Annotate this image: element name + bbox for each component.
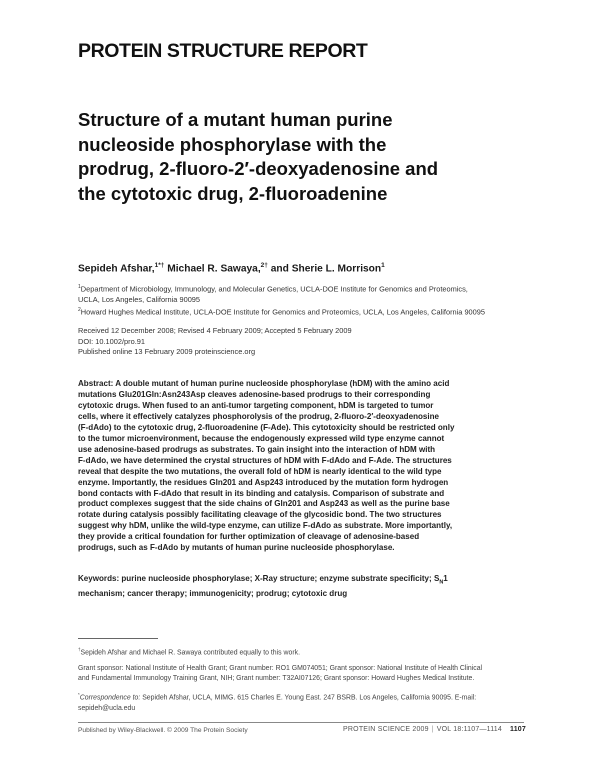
page-number: 1107: [510, 726, 526, 733]
affiliation-marker: 1: [78, 284, 81, 290]
publisher-credit: Published by Wiley-Blackwell. © 2009 The Protein Society: [78, 727, 248, 734]
abstract-line: prodrugs, such as F-dAdo by mutants of human purine nucleoside phosphorylase.: [78, 543, 395, 553]
footnote-text: Grant sponsor: National Institute of Health Grant; Grant number: RO1 GM074051; Grant sponsor: National Institute of Health Clinical: [78, 664, 483, 672]
abstract-line: mutations Glu201Gln:Asn243Asp cleaves adenosine-based prodrugs to their corresponding: [78, 389, 431, 399]
footnote-text: and Fundamental Immunology Training Grant, NIH; Grant number: T32AI07126; Grant sponsor: Howard Hughes Medical Institute.: [78, 675, 475, 683]
title-line: prodrug, 2-fluoro-2′-deoxyadenosine and: [78, 158, 439, 179]
author-affiliation-marker: 1: [381, 262, 385, 269]
publication-history: [78, 326, 352, 358]
affiliation-text: UCLA, Los Angeles, California 90095: [78, 295, 201, 305]
article-title: [78, 108, 548, 206]
affiliation-marker: 2: [78, 307, 81, 313]
abstract-line: Abstract: A double mutant of human purine nucleoside phosphorylase (hDM) with the amino acid: [78, 379, 450, 388]
keywords: [78, 574, 533, 600]
received-dates: Received 12 December 2008; Revised 4 February 2009; Accepted 5 February 2009: [78, 326, 352, 335]
title-line: the cytotoxic drug, 2-fluoroadenine: [78, 182, 388, 204]
affiliation: [78, 305, 538, 317]
footnote-text: [78, 690, 538, 704]
journal-volume: VOL 18:1107—1114: [436, 726, 502, 733]
author-list: [78, 262, 385, 274]
correspondence-email[interactable]: sepideh@ucla.edu: [78, 704, 136, 712]
author-name[interactable]: Michael R. Sawaya,: [167, 263, 261, 275]
title-line: nucleoside phosphorylase with the: [78, 133, 387, 155]
footer-separator: |: [431, 726, 434, 733]
affiliation-text: Department of Microbiology, Immunology, and Molecular Genetics, UCLA-DOE Institute for Genomics and Proteomics,: [80, 284, 468, 294]
footer-divider: [78, 722, 524, 723]
abstract-line: cells, where it effectively catalyzes phosphorolysis of the prodrug, 2-fluoro-2′-deoxyadenosine: [78, 411, 439, 421]
author-affiliation-marker: 1*†: [154, 262, 165, 269]
abstract-line: reveal that despite the two mutations, the overall fold of hDM is nearly identical to the wild type: [78, 466, 442, 476]
abstract-line: suggest why hDM, unlike the wild-type enzyme, can utilize F-dAdo as substrate. More importantly,: [78, 521, 453, 531]
title-line: Structure of a mutant human purine: [78, 109, 393, 130]
affiliation-text: Howard Hughes Medical Institute, UCLA-DOE Institute for Genomics and Proteomics, UCLA, Los Angeles, California 90095: [80, 307, 485, 317]
abstract-line: cytotoxic drugs. When fused to an anti-tumor targeting component, hDM is targeted to tumor: [78, 400, 434, 410]
journal-footer: [343, 726, 526, 733]
keywords-text: 1: [443, 574, 448, 583]
footnotes: [78, 645, 538, 720]
published-online: Published online 13 February 2009 proteinscience.org: [78, 347, 256, 356]
abstract-line: bond contacts with F-dAdo that result in its binding and catalysis. Comparison of substrate and: [78, 488, 445, 498]
keywords-line: [78, 574, 533, 589]
abstract: [78, 379, 533, 554]
author-name[interactable]: Sepideh Afshar,: [78, 263, 155, 275]
author-affiliation-marker: 2†: [260, 262, 268, 269]
affiliation: [78, 282, 538, 305]
correspondence-label: Correspondence to:: [79, 694, 141, 702]
correspondence-note: [78, 690, 538, 714]
abstract-line: rotate during catalysis possibly facilitating cleavage of the glycosidic bond. The two structures: [78, 510, 442, 520]
footnote-text: Sepideh Afshar and Michael R. Sawaya contributed equally to this work.: [80, 649, 300, 657]
abstract-line: use adenosine-based prodrugs as substrates. To gain insight into the interaction of hDM with: [78, 444, 436, 454]
abstract-line: F-dAdo, we have determined the crystal structures of hDM with F-dAdo and F-Ade. The structures: [78, 455, 452, 465]
keywords-text: Keywords: purine nucleoside phosphorylase; X-Ray structure; enzyme substrate specificity; S: [78, 574, 440, 583]
keywords-line: mechanism; cancer therapy; immunogenicity; prodrug; cytotoxic drug: [78, 588, 348, 598]
correspondence-address: Sepideh Afshar, UCLA, MIMG. 615 Charles E. Young East. 247 BSRB. Los Angeles, California 90095. E-mail:: [140, 694, 477, 702]
abstract-line: enzyme. Importantly, the residues Gln201 and Asp243 introduced by the mutation form hydrogen: [78, 477, 449, 487]
abstract-line: product complexes suggest that the side chains of Gln201 and Asp243 as well as the purine base: [78, 499, 450, 509]
journal-name: PROTEIN SCIENCE 2009: [343, 726, 429, 733]
keywords-subscript: N: [439, 579, 444, 586]
author-name[interactable]: and Sherie L. Morrison: [270, 263, 382, 275]
report-type-label: PROTEIN STRUCTURE REPORT: [78, 40, 368, 62]
grant-note: [78, 664, 538, 685]
doi-link[interactable]: DOI: 10.1002/pro.91: [78, 336, 145, 346]
abstract-line: they provide a critical foundation for further optimization of cleavage of adenosine-based: [78, 532, 420, 542]
footnote-marker: *: [78, 692, 80, 698]
abstract-line: to the tumor microenvironment, because the endogenously expressed wild type enzyme cannot: [78, 433, 445, 443]
footnote-divider: [78, 638, 158, 639]
footnote-marker: †: [78, 647, 81, 652]
equal-contribution-note: [78, 645, 538, 659]
abstract-line: (F-dAdo) to the cytotoxic drug, 2-fluoroadenine (F-Ade). This cytotoxicity should be restricted only: [78, 422, 455, 432]
